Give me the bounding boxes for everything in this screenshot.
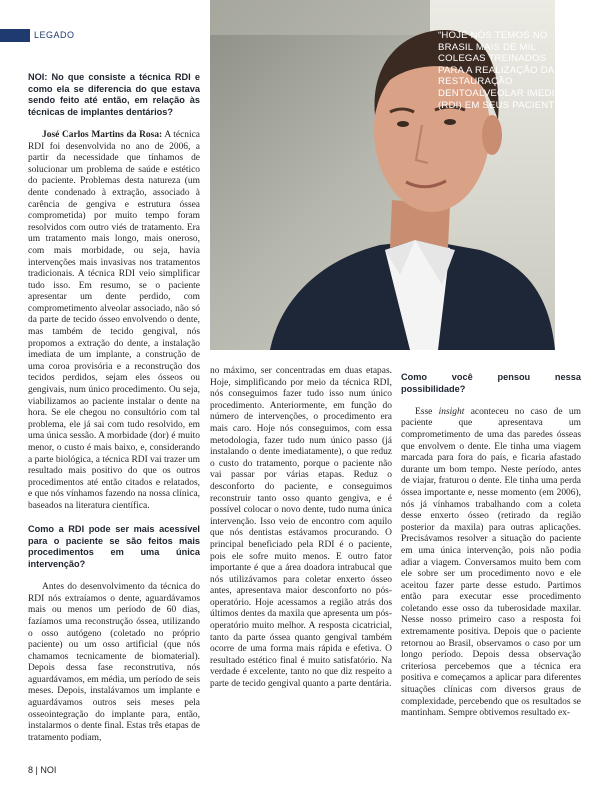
portrait-photo (210, 0, 572, 350)
answer-1-text: A técnica RDI foi desenvolvida no ano de 2006, a partir da necessidade que tínhamos de solucionar um problema de saúde e estético do paciente. Problemas desta natureza (um dente condenado à extração, associado à carência de gengiva e estrutura óssea comprometida) por muito tempo foram resolvidos com outro viés de tratamento. Era um tratamento mais longo, mais oneroso, com mais morbidade, ou seja, havia intervenções mais invasivas nos tratamentos tradicionais. A técnica RDI veio simplificar tudo isso. Em resumo, se o paciente apresentar um dente perdido, com comprometimento alveolar associado, não só da parte de tecido ósseo envolvendo o dente, mas também de tecido gengival, nós propomos a extração do dente, a instalação imediata de um implante, a construção de uma coroa provisória e a reconstrução dos tecidos perdidos, sejam eles ósseos ou gengivais, num único procedimento. Ou seja, viabilizamos ao paciente instalar o dente na hora. Se ele chegou no consultório com tal problema, ele já sai com tudo resolvido, em uma única sessão. A morbidade (dor) é muito menor, o custo é mais baixo, e, considerando a parte biológica, a técnica RDI vai trazer um resultado mais positivo do que os outros procedimentos até então citados e relatados, e que nós vínhamos fazendo na nossa clínica, baseados na literatura científica. (28, 129, 200, 511)
column-2-text: no máximo, ser concentradas em duas etapas. Hoje, simplificando por meio da técnica RDI, nós conseguimos fazer tudo isso num único procedimento. Anteriormente, em função do número de intervenções, o procedimento era mais caro. Hoje nós conseguimos, com essa metodologia, fazer tudo num único passo (já instalando o dente imediatamente), o que reduz o custo do tratamento, porque o paciente não vai passar por várias etapas. Reduz o desconforto do paciente, e conseguimos reconstruir tanto osso quanto gengiva, e é possível colocar o novo dente, tudo numa única intervenção. Isso veio de encontro com aquilo que nós dentistas estávamos procurando. O principal beneficiado pela RDI é o paciente, pois ele sofre muito menos. E outro fator importante é que a área doadora intrabucal que nós utilizávamos para coletar enxerto ósseo antes, apresentava maior desconforto no pós-operatório. Hoje acessamos a região atrás dos últimos dentes da maxila que apresenta um pós-operatório muito melhor. A resposta cicatricial, tanto da parte óssea quanto gengival também ocorre de uma forma mais rápida e efetiva. O resultado estético final é muito satisfatório. Na verdade é excelente, tanto no que diz respeito a parte de tecido gengival quanto a parte dentária. (210, 366, 392, 690)
magazine-brand: NOI (40, 765, 57, 775)
insight-word: insight (438, 406, 465, 417)
page-number: 8 (28, 765, 34, 775)
section-label: LEGADO (34, 30, 75, 40)
text-column-2 (210, 366, 392, 691)
answer-2: Antes do desenvolvimento da técnica do RDI nós extraíamos o dente, aguardávamos mais ou menos um período de 60 dias, fazíamos uma reconstrução óssea, utilizando o osso autógeno (coletado no próprio paciente) ou um osso artificial (que nós chamamos tecnicamente de biomaterial). Depois dessa fase reconstrutiva, nós aguardávamos, em média, um período de seis meses. Depois, instalávamos um implante e aguardávamos outros seis meses pela osseointegração do implante para, então, instalarmos o dente final. Estas três etapas de tratamento podiam, (28, 582, 200, 743)
text-column-1 (28, 72, 200, 744)
text-column-3 (401, 372, 581, 720)
section-color-bar (0, 29, 30, 42)
pull-quote: “HOJE NÓS TEMOS NO BRASIL MAIS DE MIL COLEGAS TREINADOS PARA A REALIZAÇÃO DA RESTAURAÇÃO DENTOALVEOLAR IMEDIATA (RDI) EM SEUS PACIENTES” (438, 30, 572, 111)
footer-separator: | (35, 765, 38, 775)
answer-1-speaker: José Carlos Martins da Rosa: (42, 129, 163, 140)
question-1: NOI: No que consiste a técnica RDI e como ela se diferencia do que estava sendo feito até então, em relação às técnicas de implantes dentários? (28, 72, 200, 117)
answer-1 (28, 130, 200, 513)
question-3: Como você pensou nessa possibilidade? (401, 372, 581, 394)
page-footer (28, 765, 56, 775)
question-2: Como a RDI pode ser mais acessível para o paciente se são feitos mais procedimentos em uma única intervenção? (28, 524, 200, 569)
answer-3: Esse insight aconteceu no caso de um paciente que apresentava um comprometimento de uma das paredes ósseas que envolvem o dente. Ele tinha uma viagem marcada para fora do país, e ficaria afastado durante um bom tempo. Neste período, antes de viajar, fraturou o dente. Ele tinha uma perda óssea importante e, nesse momento (em 2006), nós já vínhamos trabalhando com a coleta desse enxerto ósseo (retirado da região posterior da maxila) para outras aplicações. Precisávamos resolver a situação do paciente em uma única intervenção, pois não podia adiar a viagem. Conversamos muito bem com ele sobre ser um procedimento novo e ele aceitou fazer parte desse estudo. Partimos então para executar esse procedimento coletando esse osso da tuberosidade maxilar. Nesse nosso primeiro caso a resposta foi extremamente positiva. Depois que o paciente retornou ao Brasil, observamos o caso por um longo período. Depois dessa observação criteriosa percebemos que a técnica era positiva e começamos a aplicar para diferentes situações clínicas com diversos graus de complexidade, percebendo que os resultados se mantinham. Sempre obtivemos resultado ex- (401, 406, 581, 719)
